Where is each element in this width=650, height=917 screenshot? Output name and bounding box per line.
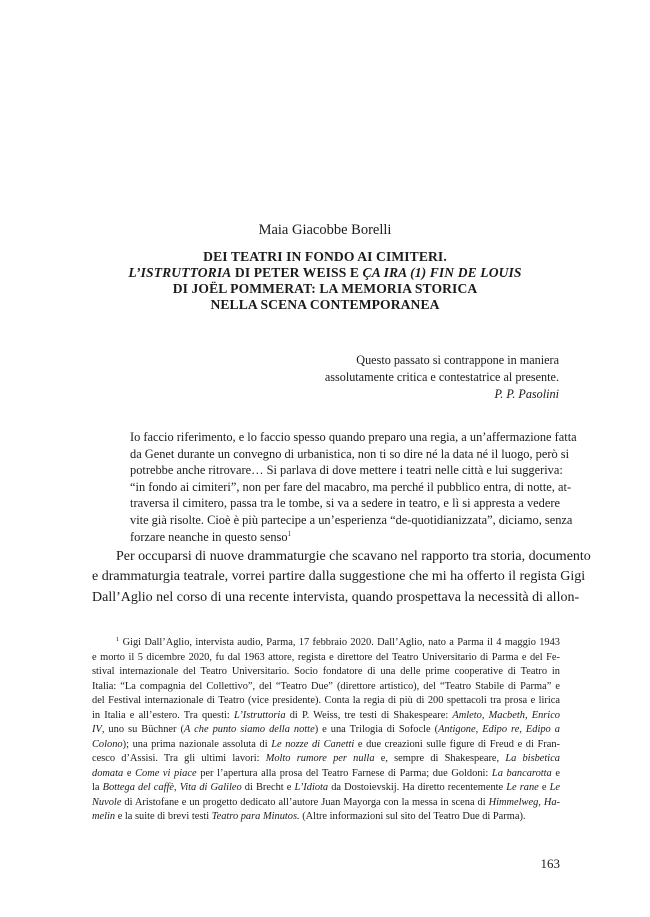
epigraph-line-2: assolutamente critica e contestatrice al presente. — [324, 369, 559, 384]
fn-italic: A che punto siamo della notte — [183, 724, 315, 735]
fn-italic: Amleto, Macbeth, Enrico — [452, 709, 561, 721]
title-work-istruttoria: L’ISTRUTTORIA — [128, 265, 232, 280]
footnote-line — [92, 709, 560, 724]
footnote-line — [92, 738, 560, 753]
body-line: Dall’Aglio nel corso di una recente intervista, quando prospettava la necessità di allon- — [92, 589, 580, 605]
fn-text: di Brecht e — [241, 782, 295, 793]
fn-text: la — [92, 782, 103, 793]
fn-text: e due creazioni sulle figure di Freud e di Fran- — [354, 738, 560, 750]
footnote-line: del Festival internazionale di Teatro (vice presidente). Conta la regia di più di 200 spettacoli tra prosa e lirica — [92, 695, 560, 706]
quote-line-last — [130, 529, 560, 546]
fn-text: (Altre informazioni sul sito del Teatro Due di Parma). — [299, 811, 526, 822]
fn-text: e la suite di brevi testi — [115, 811, 212, 822]
quote-line: potrebbe anche ritrovare… Si parlava di dove mettere i teatri nelle città e lui suggeriva: — [130, 463, 563, 478]
fn-italic: IV — [92, 724, 102, 735]
fn-italic: Come vi piace — [135, 767, 197, 779]
author-name: Maia Giacobbe Borelli — [258, 222, 392, 238]
fn-italic: Antigone, Edipo re, Edipo a — [438, 724, 560, 735]
fn-text: , — [174, 782, 180, 793]
fn-text: cesco d’Assisi. Tra gli ultimi lavori: — [92, 753, 266, 764]
footnote-line: stival internazionale del Teatro Universitario. Socio fondatore di una delle prime cooperative di Teatro in — [92, 666, 560, 677]
fn-italic: melin — [92, 811, 116, 822]
fn-text: ); una prima nazionale assoluta di — [122, 738, 272, 750]
fn-text: e, sempre di Shakespeare, — [374, 753, 506, 764]
footnote-line — [92, 723, 560, 738]
footnote-marker: 1 — [116, 636, 120, 643]
epigraph-line-1: Questo passato si contrappone in maniera — [356, 353, 559, 367]
fn-italic: Le — [549, 782, 560, 793]
article-title — [60, 249, 590, 313]
title-work-ca-ira: ÇA IRA (1) FIN DE LOUIS — [362, 265, 522, 280]
fn-italic: L’Idiota — [294, 782, 329, 793]
footnote-line — [92, 781, 560, 796]
body-line: Per occuparsi di nuove drammaturgie che scavano nel rapporto tra storia, documento — [116, 549, 591, 564]
footnote-line — [92, 767, 560, 782]
quote-line: da Genet durante un convegno di urbanistica, non ti so dire né la data né il luogo, però si — [130, 446, 570, 461]
footnote-line — [92, 752, 560, 767]
quote-line: traversa il cimitero, passa tra le tombe, si va a sedere in teatro, e lì si appresta a vedere — [130, 496, 560, 511]
footnote-reference[interactable]: 1 — [287, 529, 292, 538]
block-quote — [130, 429, 577, 545]
fn-text: per l’apertura alla prosa del Teatro Farnese di Parma; due Goldoni: — [196, 767, 492, 779]
fn-italic: Nuvole — [92, 796, 122, 808]
title-connector: DI PETER WEISS E — [231, 265, 363, 280]
fn-italic: Himmelweg, Ha- — [488, 796, 560, 808]
fn-text: ) e una Trilogia di Sofocle ( — [314, 724, 439, 735]
body-paragraph — [92, 547, 591, 608]
fn-text: in Italia e all’estero. Tra questi: — [92, 709, 234, 721]
footnote-text: Gigi Dall’Aglio, intervista audio, Parma, 17 febbraio 2020. Dall’Aglio, nato a Parma il 4 maggio 1943 — [119, 637, 560, 648]
footnote-line — [92, 636, 560, 651]
title-line-4: NELLA SCENA CONTEMPORANEA — [210, 297, 440, 312]
footnote-line — [92, 796, 560, 811]
footnote — [92, 636, 560, 825]
title-line-1: DEI TEATRI IN FONDO AI CIMITERI. — [203, 249, 447, 264]
fn-italic: Bottega del caffè — [102, 782, 174, 793]
quote-line: “in fondo ai cimiteri”, non per fare del macabro, ma perché il pubblico entra, di notte, at- — [130, 479, 572, 494]
fn-italic: Molto rumore per nulla — [265, 753, 375, 764]
footnote-line: Italia: “La compagnia del Collettivo”, del “Teatro Due” (direttore artistico), del “Teatro Stabile di Parma” e — [92, 680, 560, 692]
fn-italic: Teatro para Minutos. — [211, 811, 300, 822]
fn-italic: L’Istruttoria — [233, 709, 286, 721]
page-number: 163 — [540, 856, 560, 871]
fn-italic: Colono — [92, 738, 123, 750]
fn-italic: domata — [92, 767, 124, 779]
title-line-3: DI JOËL POMMERAT: LA MEMORIA STORICA — [172, 281, 478, 296]
title-line-2 — [60, 265, 590, 281]
quote-line: Io faccio riferimento, e lo faccio spesso quando preparo una regia, a un’affermazione fatta — [130, 430, 577, 444]
fn-text: , uno su Büchner ( — [101, 724, 184, 735]
fn-text: da Dostoievskij. Ha diretto recentemente — [328, 782, 507, 793]
fn-text: e — [538, 782, 550, 793]
quote-line: vite già risolte. Cioè è più partecipe a un’esperienza “de-quotidianizzata”, diciamo, senza — [130, 512, 573, 527]
body-line: e drammaturgia teatrale, vorrei partire dalla suggestione che mi ha offerto il regista Gigi — [92, 569, 586, 585]
fn-text: di Aristofane e un progetto dedicato all’autore Juan Mayorga con la messa in scena di — [121, 796, 489, 808]
fn-italic: La bancarotta — [491, 767, 552, 779]
fn-italic: Vita di Galileo — [179, 782, 242, 793]
footnote-line: e morto il 5 dicembre 2020, fu dal 1963 attore, regista e direttore del Teatro Universitario di Parma e del Fe- — [92, 651, 560, 663]
fn-text: e — [551, 767, 560, 779]
footnote-line — [92, 810, 560, 825]
fn-italic: La bisbetica — [505, 753, 560, 764]
epigraph-attribution: P. P. Pasolini — [494, 387, 559, 402]
epigraph — [250, 352, 559, 403]
quote-line-text: forzare neanche in questo senso — [130, 529, 288, 544]
fn-italic: Le rane — [506, 782, 539, 793]
fn-text: e — [123, 767, 136, 779]
fn-italic: Le nozze di Canetti — [271, 738, 355, 750]
fn-text: di P. Weiss, tre testi di Shakespeare: — [285, 709, 453, 721]
